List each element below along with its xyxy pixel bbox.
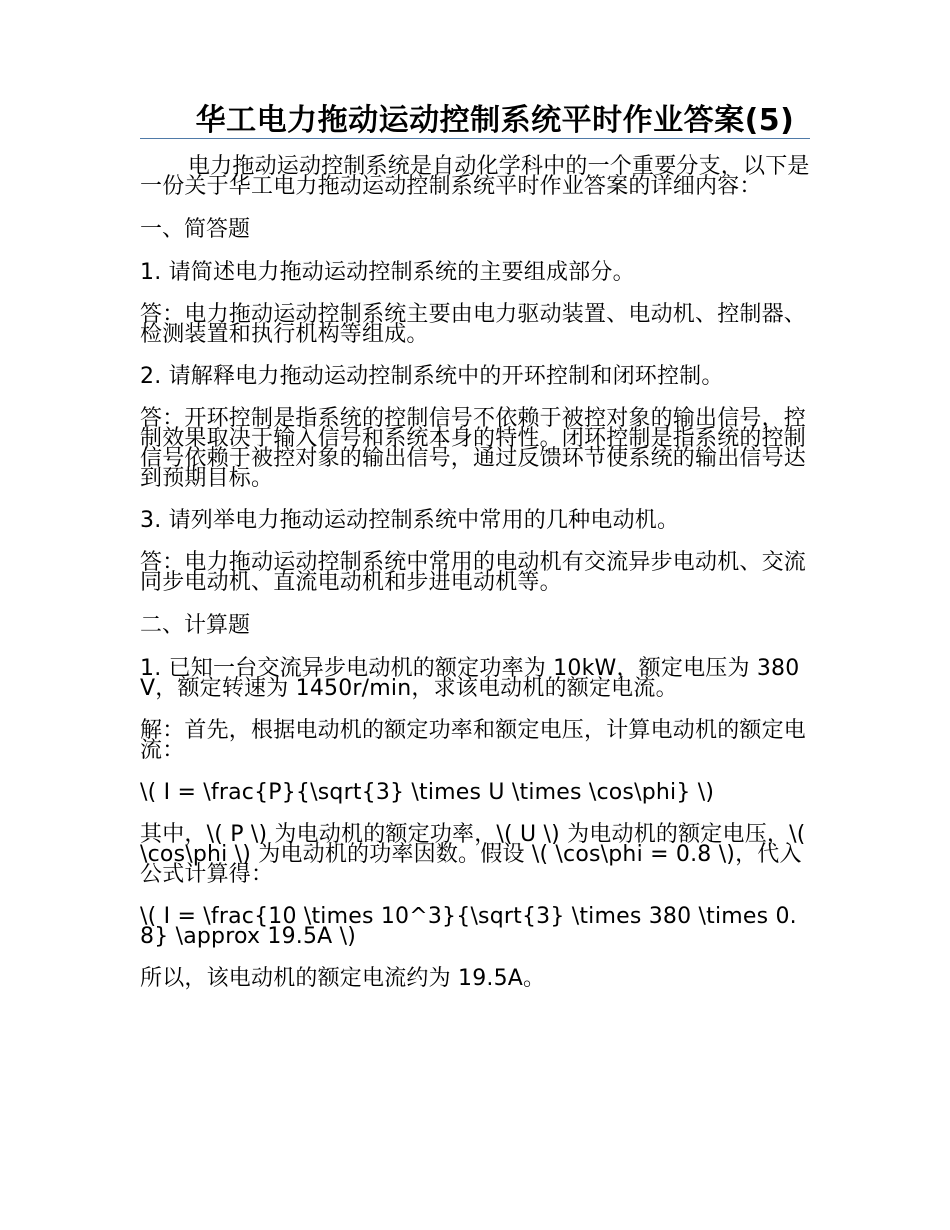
intro-paragraph: 电力拖动运动控制系统是自动化学科中的一个重要分支，以下是一份关于华工电力拖动运动控制系统平时作业答案的详细内容： xyxy=(140,154,810,199)
answer-2: 答：开环控制是指系统的控制信号不依赖于被控对象的输出信号，控制效果取决于输入信号和系统本身的特性。闭环控制是指系统的控制信号依赖于被控对象的输出信号，通过反馈环节使系统的输出信号达到预期目标。 xyxy=(140,406,807,491)
document-title: 华工电力拖动运动控制系统平时作业答案(5) xyxy=(195,103,795,138)
title-divider xyxy=(140,138,810,139)
section-heading-short-answer: 一、简答题 xyxy=(140,217,251,242)
answer-1: 答：电力拖动运动控制系统主要由电力驱动装置、电动机、控制器、检测装置和执行机构等组成。 xyxy=(140,302,807,347)
conclusion: 所以，该电动机的额定电流约为 19.5A。 xyxy=(140,966,546,991)
question-1: 1. 请简述电力拖动运动控制系统的主要组成部分。 xyxy=(140,260,635,285)
solution-step-2: 其中，\( P \) 为电动机的额定功率，\( U \) 为电动机的额定电压，\( \cos\phi \) 为电动机的功率因数。假设 \( \cos\phi = 0.8 \)，代入公式计算得： xyxy=(140,822,806,887)
formula-current: \( I = \frac{P}{\sqrt{3} \times U \times \cos\phi} \) xyxy=(140,780,715,805)
formula-result: \( I = \frac{10 \times 10^3}{\sqrt{3} \times 380 \times 0.8} \approx 19.5A \) xyxy=(140,904,797,949)
question-3: 3. 请列举电力拖动运动控制系统中常用的几种电动机。 xyxy=(140,508,680,533)
section-heading-calculation: 二、计算题 xyxy=(140,613,251,638)
solution-step-1: 解：首先，根据电动机的额定功率和额定电压，计算电动机的额定电流： xyxy=(140,718,807,763)
answer-3: 答：电力拖动运动控制系统中常用的电动机有交流异步电动机、交流同步电动机、直流电动机和步进电动机等。 xyxy=(140,550,807,595)
document-page xyxy=(140,100,810,1011)
question-2: 2. 请解释电力拖动运动控制系统中的开环控制和闭环控制。 xyxy=(140,364,724,389)
calc-question-1: 1. 已知一台交流异步电动机的额定功率为 10kW，额定电压为 380V，额定转速为 1450r/min，求该电动机的额定电流。 xyxy=(140,656,800,701)
